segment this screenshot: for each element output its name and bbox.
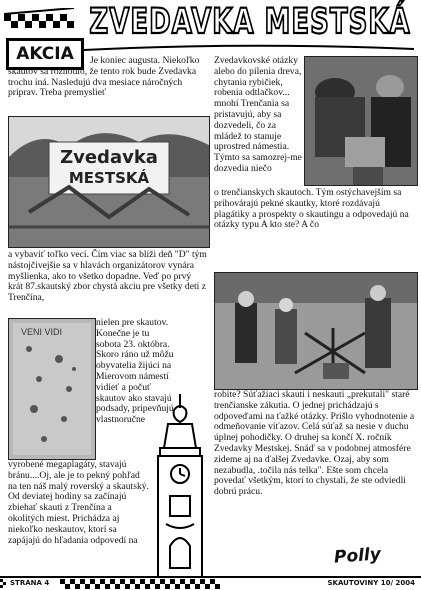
svg-text:VENI VIDI: VENI VIDI [21,327,63,337]
footer-issue: SKAUTOVINY 10/ 2004 [327,579,415,587]
poster-icon [9,319,95,459]
intro-indent: Je koniec augusta. Niekoľko skautov sa rozhodlo, že tento rok bude Zvedavka trochu iná. Nasledujú dva mesiace náročných príprav. Treba premyslieť [8,55,200,99]
checker-icon [4,8,74,34]
paragraph-left-2: a vybaviť toľko vecí. Čím viac sa blíži deň "D" tým nástojčivejšie sa v hlavách organizátorov vynára myšlienka, ako to všetko dopadne. Veď po prvý krát 87.skautský zbor chystá akciu pre všetky deti z Trenčína, [8,249,207,304]
photo-activity-top [304,56,418,186]
footer-page-number: STRANA 4 [10,579,50,587]
page-title: ZVEDAVKA MESTSKÁ [89,2,411,43]
underline-icon [84,44,414,52]
paragraph-right-1: Zvedavkovské otázky alebo do pílenia dreva, chytania rybičiek, robenia odtlačkov... mnohí Trenčania sa pristavujú, aby sa dozvedeli, čo za mládež to stanuje uprostred námestia. Týmto sa samozrej-me dozvedia niečo [214,55,302,174]
activity-scene-icon [305,57,417,185]
photo-activity-bottom [214,272,418,390]
photo-banner [8,116,210,248]
group-scene-icon [215,273,417,389]
signature: Polly [333,544,382,568]
banner-line2: MESTSKÁ [68,169,150,187]
photo-poster [8,318,96,460]
akcia-badge: AKCIA [6,38,84,70]
paragraph-left-3: nielen pre skautov. Konečne je tu sobota 23. októbra. Skoro ráno už môžu obyvatelia žijúci na Mierovom námestí vidieť a počuť skautov ako stavajú podsady, pripevňujú vlastnoručne [96,317,174,426]
paragraph-left-4: vyrobené megaplagáty, stavajú bránu....Oj, ale je to pekný pohľad na ten náš malý roverský a skautský. Od deviatej hodiny sa začínajú zbiehať skauti z Trenčína a okolitých miest. Prichádza aj niekoľko neskautov, ktorí sa zapájajú do hľadania odpovedí na [8,459,149,546]
paragraph-right-2: o trenčianskych skautoch. Tým ostýchavejším sa prihovárajú pekné skautky, ktoré rozdávajú plagátiky a prospekty o skautingu a odpovedajú na otázky typu A kto ste? A čo [214,187,409,231]
tower-icon [148,392,212,584]
banner-line1: Zvedavka [60,147,158,168]
paragraph-right-3: robite? Súťažiaci skauti i neskauti „prekutali" staré trenčianske zákutia. O jednej prichádzajú s odpoveďami na ťažké otázky. Prišlo vyhodnotenie a odmeňovanie víťazov. Celá súťaž sa nesie v duchu úplnej pohodičky. O druhej sa končí X. ročník Zvedavky Mestskej. Snáď sa v podobnej atmosfére zideme aj na ďalšej Zvedavke. Ozaj, aby som nezabudla, .točila nás telka". Ešte som chcela povedať všetkým, ktorí to chystali, že ste odviedli dobrú prácu. [214,389,415,498]
